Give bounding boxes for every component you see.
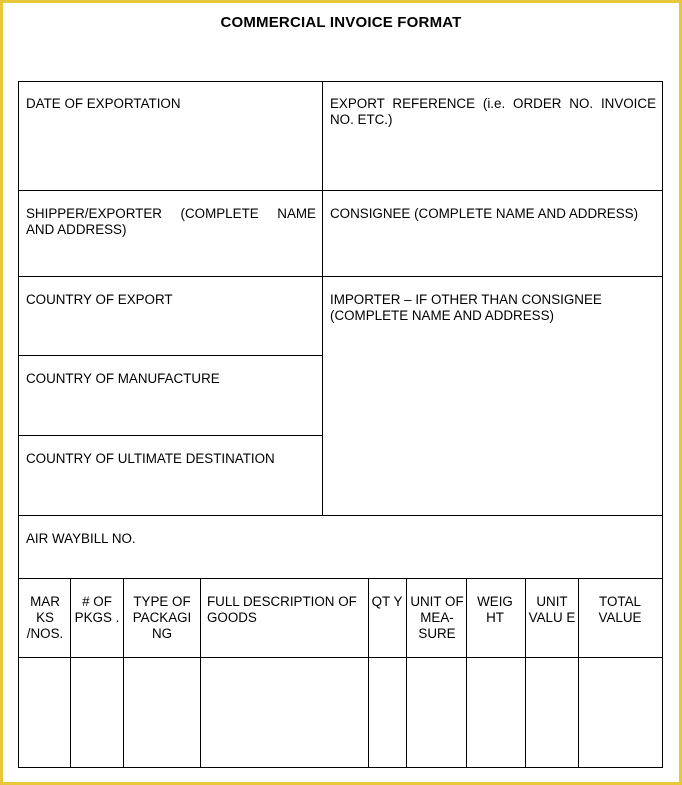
- country-of-ultimate-destination-label: COUNTRY OF ULTIMATE DESTINATION: [26, 451, 275, 466]
- col-header-unit-value: UNIT VALU E: [528, 594, 576, 625]
- shipper-exporter-label: SHIPPER/EXPORTER (COMPLETE NAME AND ADDRESS): [26, 206, 316, 237]
- row-divider-2: [18, 276, 663, 277]
- row-divider-left-3: [18, 355, 323, 356]
- form-border-right: [662, 81, 663, 768]
- table-cell-description[interactable]: [201, 658, 368, 767]
- consignee-label: CONSIGNEE (COMPLETE NAME AND ADDRESS): [330, 206, 639, 221]
- row-divider-6: [18, 578, 663, 579]
- table-cell-qty[interactable]: [369, 658, 406, 767]
- table-cell-marks[interactable]: [19, 658, 70, 767]
- export-reference-label: EXPORT REFERENCE (i.e. ORDER NO. INVOICE NO. ETC.): [330, 96, 656, 127]
- country-of-export-label: COUNTRY OF EXPORT: [26, 292, 173, 307]
- col-header-qty: QT Y: [371, 594, 403, 609]
- row-divider-5: [18, 515, 663, 516]
- form-border-bottom: [18, 767, 663, 768]
- table-cell-packaging[interactable]: [124, 658, 200, 767]
- importer-label: IMPORTER – IF OTHER THAN CONSIGNEE (COMPLETE NAME AND ADDRESS): [330, 292, 602, 323]
- table-cell-pkgs[interactable]: [71, 658, 123, 767]
- page-title: COMMERCIAL INVOICE FORMAT: [220, 14, 462, 31]
- table-cell-total-value[interactable]: [579, 658, 662, 767]
- form-border-top: [18, 81, 663, 82]
- col-header-pkgs: # OF PKGS .: [74, 594, 120, 625]
- table-cell-weight[interactable]: [467, 658, 525, 767]
- col-header-description: FULL DESCRIPTION OF GOODS: [207, 594, 357, 625]
- col-header-unit-measure: UNIT OF MEA- SURE: [410, 594, 464, 641]
- form-divider-vertical: [322, 81, 323, 516]
- col-header-packaging: TYPE OF PACKAGI NG: [132, 594, 192, 641]
- col-header-weight: WEIG HT: [477, 594, 513, 625]
- row-divider-left-4: [18, 435, 323, 436]
- row-divider-1: [18, 190, 663, 191]
- air-waybill-label: AIR WAYBILL NO.: [26, 531, 136, 546]
- table-cell-unit-value[interactable]: [526, 658, 578, 767]
- table-cell-unit-measure[interactable]: [407, 658, 466, 767]
- country-of-manufacture-label: COUNTRY OF MANUFACTURE: [26, 371, 220, 386]
- col-header-total-value: TOTAL VALUE: [598, 594, 642, 625]
- col-header-marks: MAR KS /NOS.: [26, 594, 64, 641]
- date-of-exportation-label: DATE OF EXPORTATION: [26, 96, 181, 111]
